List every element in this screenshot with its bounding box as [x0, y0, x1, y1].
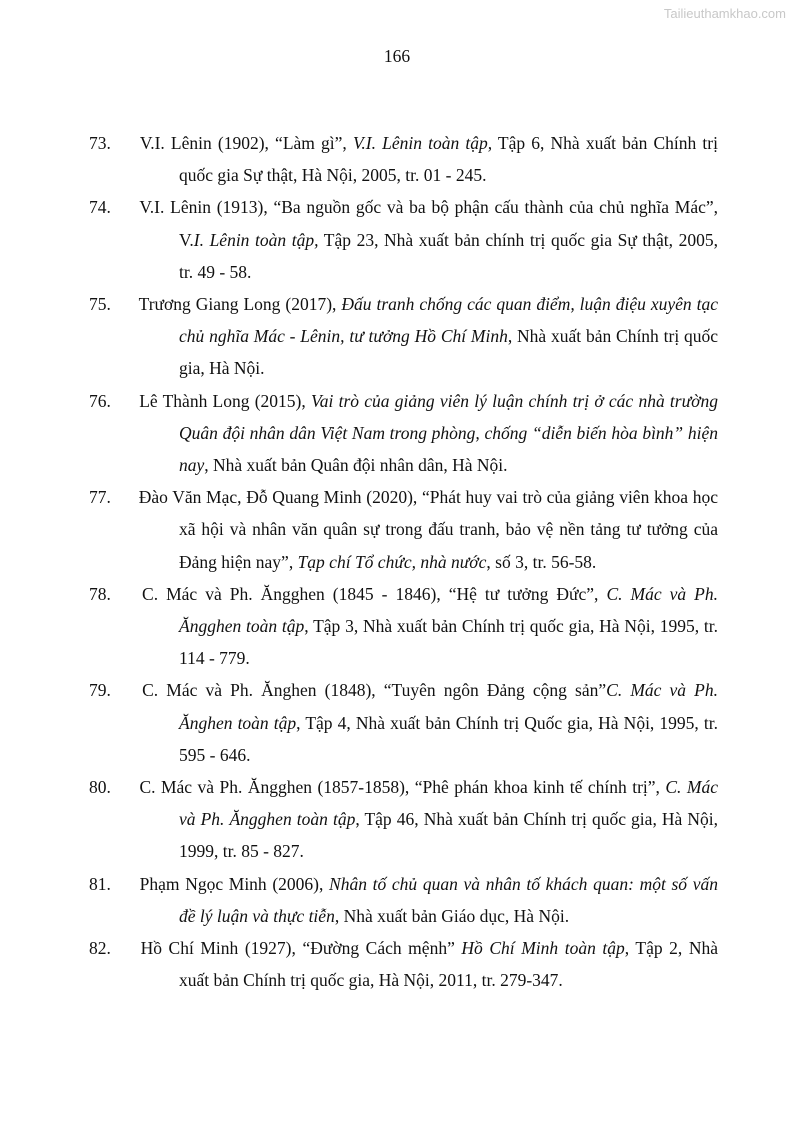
reference-list	[89, 127, 719, 996]
reference-text: Tập 23, Nhà xuất bản chính trị quốc gia Sự thật, 2005, tr. 49 - 58.	[179, 229, 719, 282]
reference-text: , Nhà xuất bản Chính trị quốc gia, Hà Nội.	[179, 326, 719, 379]
reference-title-italic: I. Lênin toàn tập,	[193, 229, 319, 250]
reference-item: 76. Lê Thành Long (2015), Vai trò của giảng viên lý luận chính trị ở các nhà trường Quân đội nhân dân Việt Nam trong phòng, chống “diễn biến hòa bình” hiện nay, Nhà xuất bản Quân đội nhân dân, Hà Nội.	[89, 390, 718, 476]
reference-text: , Tập 4, Nhà xuất bản Chính trị Quốc gia, Hà Nội, 1995, tr. 595 - 646.	[179, 712, 718, 765]
reference-text: C. Mác và Ph. Ăngghen (1857-1858), “Phê phán khoa kinh tế chính trị”,	[134, 777, 666, 798]
reference-item: 77. Đào Văn Mạc, Đỗ Quang Minh (2020), “Phát huy vai trò của giảng viên khoa học xã hội và nhân văn quân sự trong đấu tranh, bảo vệ nền tảng tư tưởng của Đảng hiện nay”, Tạp chí Tổ chức, nhà nước, số 3, tr. 56-58.	[89, 487, 718, 572]
reference-text: , Nhà xuất bản Giáo dục, Hà Nội.	[334, 905, 570, 926]
reference-text: Lê Thành Long (2015),	[134, 390, 311, 411]
reference-title-italic: C. Mác và Ph. Ănghen toàn tập	[179, 680, 718, 733]
reference-item: 81. Phạm Ngọc Minh (2006), Nhân tố chủ quan và nhân tố khách quan: một số vấn đề lý luận và thực tiễn, Nhà xuất bản Giáo dục, Hà Nội.	[89, 873, 718, 926]
reference-title-italic: C. Mác và Ph. Ăngghen toàn tập	[179, 583, 718, 637]
reference-text: Trương Giang Long (2017),	[134, 294, 342, 315]
reference-title-italic: V.I. Lênin toàn tập,	[352, 133, 493, 153]
reference-text: Đào Văn Mạc, Đỗ Quang Minh (2020), “Phát huy vai trò của giảng viên khoa học xã hội và nhân văn quân sự trong đấu tranh, bảo vệ nền tảng tư tưởng của Đảng hiện nay”,	[134, 487, 718, 572]
reference-text: C. Mác và Ph. Ănghen (1848), “Tuyên ngôn Đảng cộng sản”	[134, 680, 607, 701]
reference-text: Tập 6, Nhà xuất bản Chính trị quốc gia Sự thật, Hà Nội, 2005, tr. 01 - 245.	[179, 133, 718, 186]
reference-text: Hồ Chí Minh (1927), “Đường Cách mệnh”	[134, 938, 462, 959]
reference-text: , Tập 46, Nhà xuất bản Chính trị quốc gia, Hà Nội, 1999, tr. 85 - 827.	[179, 809, 718, 862]
reference-item: 74. V.I. Lênin (1913), “Ba nguồn gốc và ba bộ phận cấu thành của chủ nghĩa Mác”, V.I. Lênin toàn tập, Tập 23, Nhà xuất bản chính trị quốc gia Sự thật, 2005, tr. 49 - 58.	[89, 197, 719, 282]
page-number: 166	[383, 46, 411, 66]
reference-text: C. Mác và Ph. Ăngghen (1845 - 1846), “Hệ tư tưởng Đức”,	[134, 583, 607, 604]
reference-text: Phạm Ngọc Minh (2006),	[134, 873, 330, 894]
reference-text: , Tập 3, Nhà xuất bản Chính trị quốc gia, Hà Nội, 1995, tr. 114 - 779.	[179, 616, 718, 669]
reference-item: 73. V.I. Lênin (1902), “Làm gì”, V.I. Lênin toàn tập, Tập 6, Nhà xuất bản Chính trị quốc gia Sự thật, Hà Nội, 2005, tr. 01 - 245.	[89, 133, 718, 186]
reference-text: , Nhà xuất bản Quân đội nhân dân, Hà Nội.	[204, 455, 508, 476]
reference-text: , số 3, tr. 56-58.	[486, 551, 597, 572]
reference-item: 75. Trương Giang Long (2017), Đấu tranh chống các quan điểm, luận điệu xuyên tạc chủ nghĩa Mác - Lênin, tư tưởng Hồ Chí Minh, Nhà xuất bản Chính trị quốc gia, Hà Nội.	[89, 294, 719, 379]
reference-title-italic: Hồ Chí Minh toàn tập	[461, 938, 625, 959]
reference-item: 80. C. Mác và Ph. Ăngghen (1857-1858), “Phê phán khoa kinh tế chính trị”, C. Mác và Ph. Ăngghen toàn tập, Tập 46, Nhà xuất bản Chính trị quốc gia, Hà Nội, 1999, tr. 85 - 827.	[89, 777, 718, 862]
reference-item: 78. C. Mác và Ph. Ăngghen (1845 - 1846), “Hệ tư tưởng Đức”, C. Mác và Ph. Ăngghen toàn tập, Tập 3, Nhà xuất bản Chính trị quốc gia, Hà Nội, 1995, tr. 114 - 779.	[89, 583, 718, 669]
reference-title-italic: Nhân tố chủ quan và nhân tố khách quan: một số vấn đề lý luận và thực tiễn	[179, 873, 718, 926]
reference-title-italic: Tạp chí Tổ chức, nhà nước	[297, 551, 487, 572]
reference-text: , Tập 2, Nhà xuất bản Chính trị quốc gia, Hà Nội, 2011, tr. 279-347.	[179, 938, 719, 991]
reference-text: V.I. Lênin (1902), “Làm gì”,	[134, 133, 353, 153]
reference-text: V.I. Lênin (1913), “Ba nguồn gốc và ba bộ phận cấu thành của chủ nghĩa Mác”, V.	[134, 197, 718, 250]
reference-item: 82. Hồ Chí Minh (1927), “Đường Cách mệnh” Hồ Chí Minh toàn tập, Tập 2, Nhà xuất bản Chính trị quốc gia, Hà Nội, 2011, tr. 279-347.	[89, 938, 719, 991]
watermark: Tailieuthamkhao.com	[663, 6, 786, 21]
reference-title-italic: C. Mác và Ph. Ăngghen toàn tập	[179, 777, 718, 830]
reference-title-italic: Vai trò của giảng viên lý luận chính trị ở các nhà trường Quân đội nhân dân Việt Nam trong phòng, chống “diễn biến hòa bình” hiện nay	[179, 390, 718, 476]
reference-title-italic: Đấu tranh chống các quan điểm, luận điệu xuyên tạc chủ nghĩa Mác - Lênin, tư tưởng Hồ Chí Minh	[179, 294, 718, 347]
reference-item: 79. C. Mác và Ph. Ănghen (1848), “Tuyên ngôn Đảng cộng sản”C. Mác và Ph. Ănghen toàn tập, Tập 4, Nhà xuất bản Chính trị Quốc gia, Hà Nội, 1995, tr. 595 - 646.	[89, 680, 718, 765]
